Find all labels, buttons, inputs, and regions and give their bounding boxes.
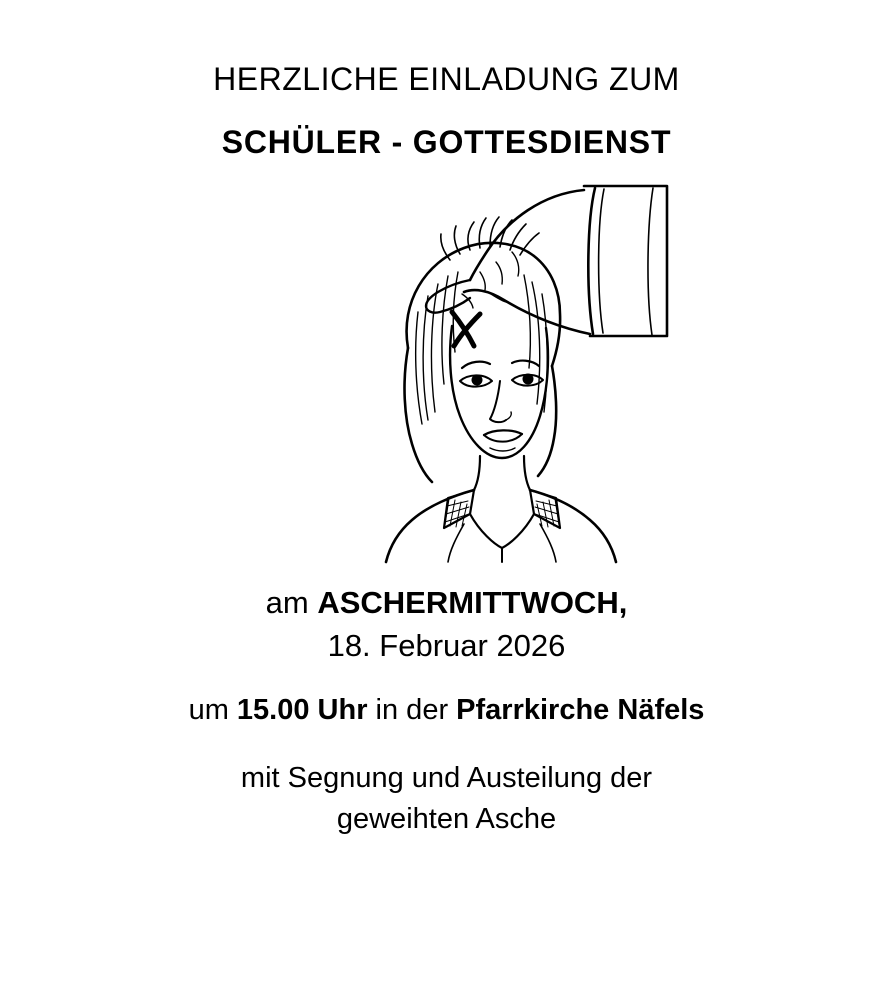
event-time-prefix: um [188, 693, 237, 726]
event-time-middle: in der [367, 693, 457, 726]
event-note [0, 758, 893, 839]
event-date-prefix: am [265, 585, 318, 621]
flyer-info-block [0, 566, 893, 839]
ash-wednesday-illustration [212, 176, 682, 566]
event-date-strong: ASCHERMITTWOCH, [317, 585, 628, 621]
event-place: Pfarrkirche Näfels [456, 693, 705, 726]
event-note-line2: geweihten Asche [336, 802, 557, 835]
event-time-place-line [0, 692, 893, 728]
event-date-secondary: 18. Februar 2026 [327, 628, 566, 664]
flyer-headline: HERZLICHE EINLADUNG ZUM [213, 61, 680, 97]
flyer-subheadline: SCHÜLER - GOTTESDIENST [221, 124, 672, 161]
event-time-value: 15.00 Uhr [236, 693, 368, 726]
event-note-line1: mit Segnung und Austeilung der [240, 762, 653, 795]
event-date-line [0, 584, 893, 623]
